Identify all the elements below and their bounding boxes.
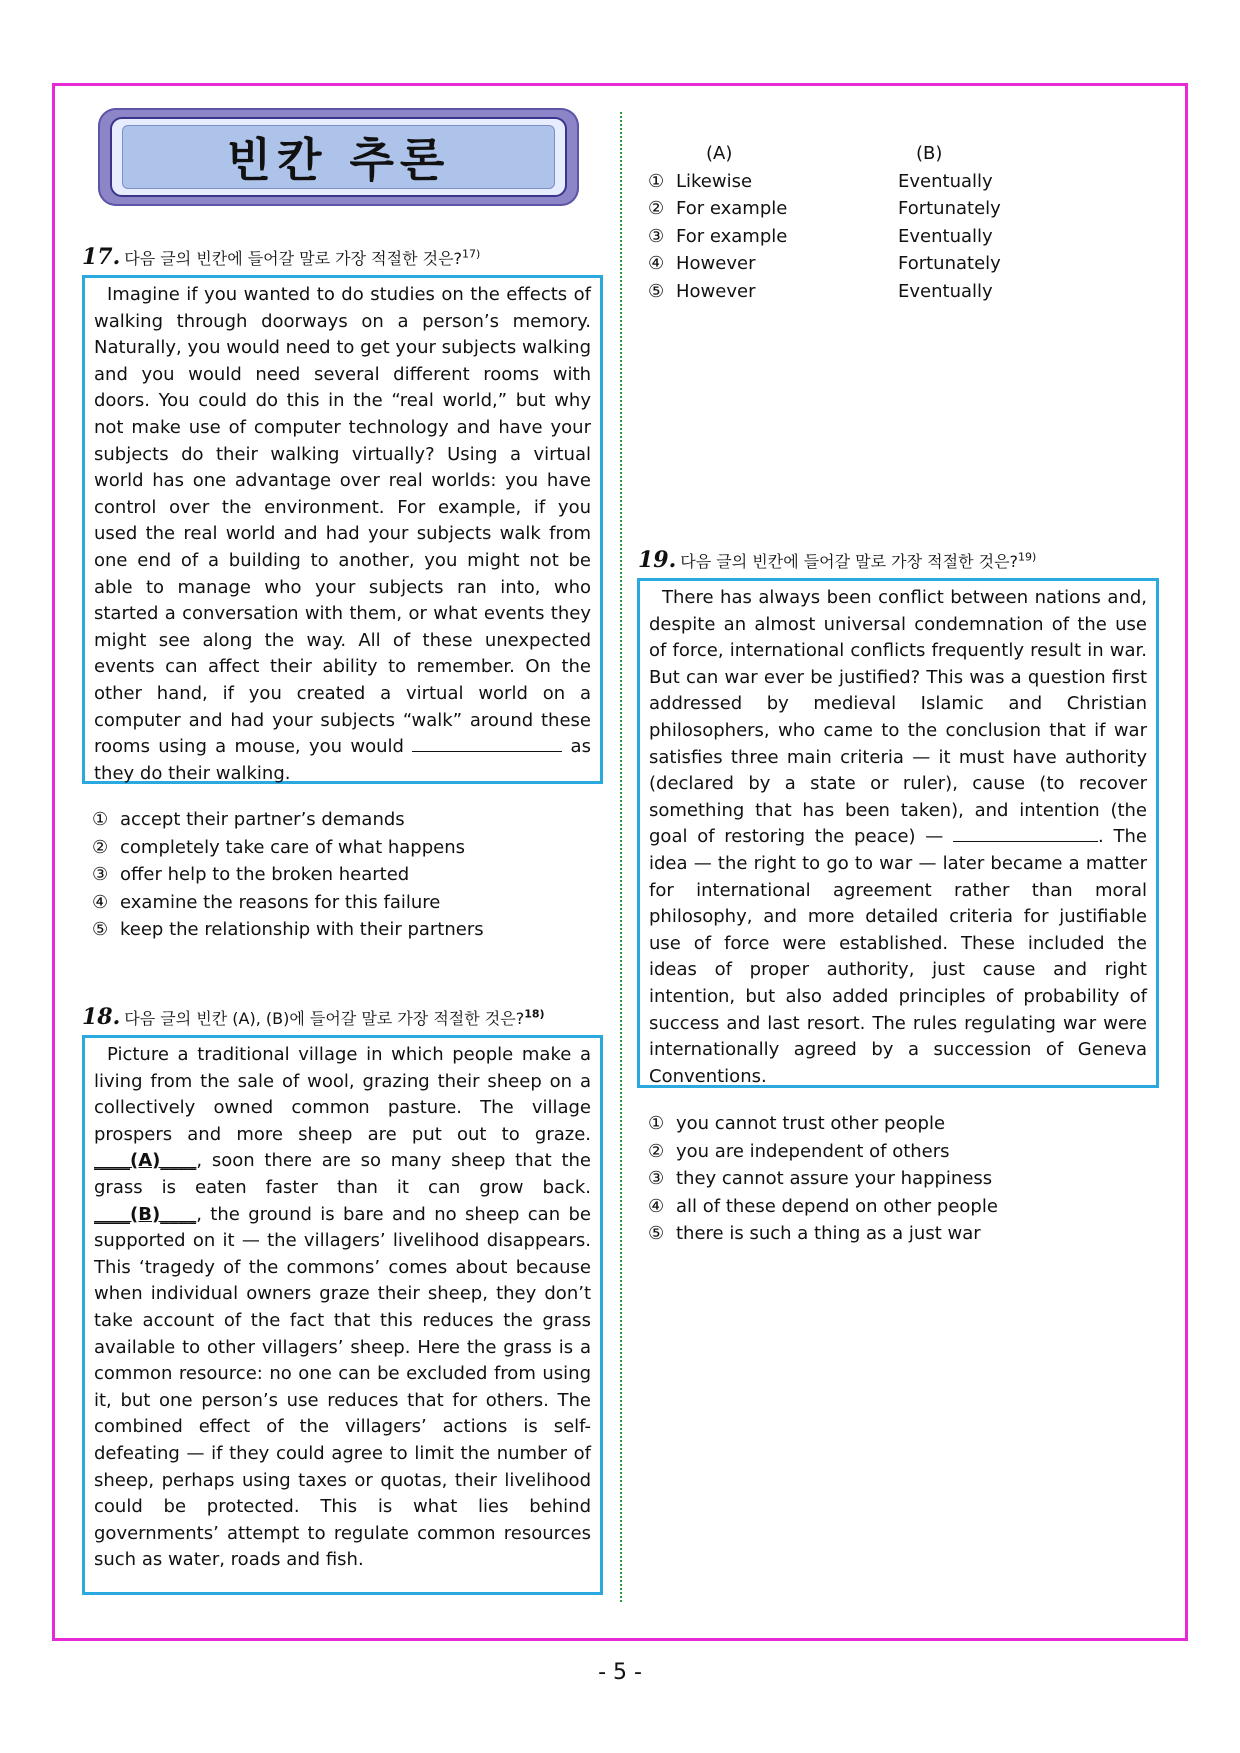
q17-header <box>82 244 480 270</box>
column-divider <box>620 112 622 1602</box>
q18-choice-4[interactable]: ④ However Fortunately <box>648 253 1001 275</box>
q19-passage <box>637 578 1159 1088</box>
q18-choice-3[interactable]: ③ For example Eventually <box>648 225 993 247</box>
q18-passage-part1: Picture a traditional village in which people make a living from the sale of wool, grazing their sheep on a collectively owned common pasture. The village prospers and more sheep are put out to graze. <box>94 1044 591 1145</box>
q17-choices <box>92 806 484 944</box>
q18-prompt: 다음 글의 빈칸 (A), (B)에 들어갈 말로 가장 적절한 것은? <box>124 1009 525 1028</box>
q18-passage-part3: , the ground is bare and no sheep can be supported on it — the villagers’ livelihood disappears. This ‘tragedy of the commons’ comes about because when individual owners graze their sheep, they don’t take account of the fact that this reduces the grass available to other villagers’ sheep. Here the grass is a common resource: no one can be excluded from using it, but one person’s use reduces that for others. The combined effect of the villagers’ actions is self-defeating — if they could agree to limit the number of sheep, perhaps using taxes or quotas, their livelihood could be protected. This is what lies behind governments’ attempt to regulate common resources such as water, roads and fish. <box>94 1203 591 1571</box>
q18-choices <box>648 140 1001 306</box>
q17-choice-1[interactable]: ① accept their partner’s demands <box>92 809 405 830</box>
page-number: - 5 - <box>598 1660 642 1685</box>
q18-header-b: (B) <box>916 143 943 164</box>
q17-choice-4[interactable]: ④ examine the reasons for this failure <box>92 891 441 913</box>
q18-passage-part2: , soon there are so many sheep that the grass is eaten faster than it can grow back. <box>94 1150 591 1198</box>
q18-choice-1[interactable]: ① Likewise Eventually <box>648 170 993 192</box>
q18-blank-b: ____(B)____ <box>94 1203 197 1225</box>
q19-choice-5[interactable]: ⑤ there is such a thing as a just war <box>648 1223 981 1244</box>
q19-choice-1[interactable]: ① you cannot trust other people <box>648 1113 946 1134</box>
q19-choice-2[interactable]: ② you are independent of others <box>648 1140 950 1162</box>
q17-passage-end: as they do their walking. <box>94 736 591 784</box>
q17-passage-text: Imagine if you wanted to do studies on the effects of walking through doorways on a person’s memory. Naturally, you would need to get your subjects walking and you would need several different rooms with doors. You could do this in the “real world,” but why not make use of computer technology and have your subjects do their walking virtually? Using a virtual world has one advantage over real worlds: you have control over the environment. For example, if you used the real world and had your subjects walk from one end of a building to another, you might not be able to manage who your subjects ran into, who started a conversation with them, or what events they might see along the way. All of these unexpected events can affect their ability to remember. On the other hand, if you created a virtual world on a computer and had your subjects “walk” around these rooms using a mouse, you would <box>94 284 591 758</box>
q17-blank <box>412 734 562 752</box>
q17-choice-5[interactable]: ⑤ keep the relationship with their partners <box>92 919 484 940</box>
q19-choices <box>648 1110 998 1248</box>
q18-header-a: (A) <box>706 143 733 164</box>
q18-footnote: 18) <box>524 1007 545 1021</box>
q19-header <box>638 547 1036 573</box>
q18-passage <box>82 1035 603 1595</box>
q19-passage-text: There has always been conflict between nations and, despite an almost universal condemnation of the use of force, international conflicts frequently result in war. But can war ever be justified? This was a question first addressed by medieval Islamic and Christian philosophers, who came to the conclusion that if war satisfies three main criteria — it must have authority (declared by a state or ruler), cause (to recover something that has been taken), and intention (the goal of restoring the peace) — <box>649 587 1147 848</box>
q17-prompt: 다음 글의 빈칸에 들어갈 말로 가장 적절한 것은? <box>124 249 463 268</box>
q18-blank-a: ____(A)____ <box>94 1150 197 1172</box>
q19-blank <box>953 824 1098 842</box>
q19-passage-end: . The idea — the right to go to war — later became a matter for international agreement rather than moral philosophy, and more detailed criteria for justifiable use of force were established. These included the ideas of proper authority, just cause and right intention, but also added principles of probability of success and last resort. The rules regulating war were internationally agreed by a succession of Geneva Conventions. <box>649 826 1147 1087</box>
q17-choice-3[interactable]: ③ offer help to the broken hearted <box>92 864 410 885</box>
section-title: 빈칸 추론 <box>122 125 555 189</box>
q18-choice-5[interactable]: ⑤ However Eventually <box>648 280 993 302</box>
q19-choice-4[interactable]: ④ all of these depend on other people <box>648 1195 998 1217</box>
q18-header <box>82 1004 545 1030</box>
section-banner <box>98 108 579 206</box>
q17-number: 17. <box>82 244 121 270</box>
q17-footnote: 17) <box>462 247 481 261</box>
q19-number: 19. <box>638 547 677 573</box>
q18-choice-2[interactable]: ② For example Fortunately <box>648 198 1001 220</box>
q18-number: 18. <box>82 1004 121 1030</box>
q17-choice-2[interactable]: ② completely take care of what happens <box>92 836 466 858</box>
q19-choice-3[interactable]: ③ they cannot assure your happiness <box>648 1168 993 1189</box>
q18-choices-header <box>648 140 1001 168</box>
q19-prompt: 다음 글의 빈칸에 들어갈 말로 가장 적절한 것은? <box>680 552 1019 571</box>
q17-passage <box>82 275 603 784</box>
q19-footnote: 19) <box>1018 550 1037 564</box>
